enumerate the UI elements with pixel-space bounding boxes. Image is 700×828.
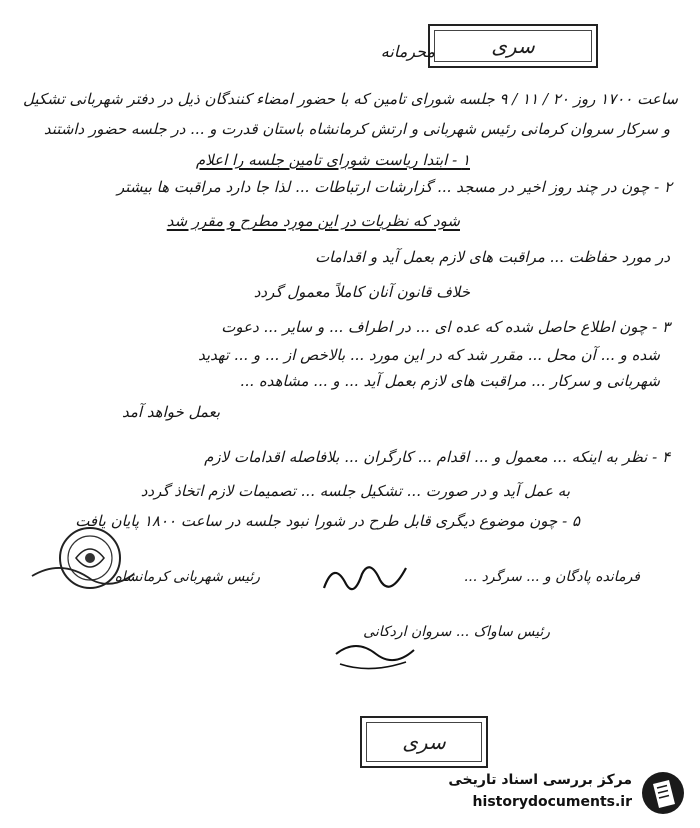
classification-stamp-top: [428, 24, 598, 68]
signature-scribble: [330, 632, 420, 672]
body-line: ۴ - نظر به اینکه ... معمول و ... اقدام ... کارگران ... بلافاصله اقدامات لازم: [204, 448, 670, 466]
classification-stamp-text: سری: [434, 30, 592, 62]
archive-logo-icon: [640, 770, 686, 816]
body-line: و سرکار سروان کرمانی رئیس شهربانی و ارتش کرمانشاه باستان قدرت و ... در جلسه حضور داشتند: [43, 120, 670, 138]
signature-scribble: [320, 558, 410, 598]
body-line: خلاف قانون آنان کاملاً معمول گردد: [253, 283, 470, 301]
body-line: شده و ... آن محل ... مقرر شد که در این مورد ... بالاخص از ... و ... تهدید: [198, 346, 660, 364]
body-line: به عمل آید و در صورت ... تشکیل جلسه ... تصمیمات لازم اتخاذ گردد: [140, 482, 570, 500]
official-seal: [28, 518, 138, 598]
archive-watermark: [420, 770, 690, 816]
signature-label-bottom: رئیس ساواک ... سروان اردکانی: [363, 624, 550, 640]
classification-stamp-text: سری: [366, 722, 482, 762]
body-line: بعمل خواهد آمد: [121, 403, 220, 421]
body-line: ۱ - ابتدا ریاست شورای تامین جلسه را اعلام: [195, 151, 470, 169]
signature-label-left: رئیس شهربانی کرمانشاه: [114, 569, 260, 585]
archive-name: مرکز بررسی اسناد تاریخی: [448, 772, 632, 788]
body-line: شهربانی و سرکار ... مراقبت های لازم بعمل آید ... و ... مشاهده ...: [239, 372, 660, 390]
body-line: شود که نظریات در این مورد مطرح و مقرر شد: [166, 212, 460, 230]
signature-label-right: فرمانده پادگان و ... سرگرد ...: [463, 569, 640, 585]
body-line: ۳ - چون اطلاع حاصل شده که عده ای ... در اطراف ... و سایر ... دعوت: [221, 318, 670, 336]
body-line: ۵ - چون موضوع دیگری قابل طرح در شورا نبود جلسه در ساعت ۱۸۰۰ پایان یافت: [75, 512, 580, 530]
classification-stamp-bottom: [360, 716, 488, 768]
body-line: ساعت ۱۷۰۰ روز ۲۰ / ۱۱ / ۹ جلسه شورای تامین که با حضور امضاء کنندگان ذیل در دفتر شهربانی تشکیل: [23, 90, 678, 108]
body-line: در مورد حفاظت ... مراقبت های لازم بعمل آید و اقدامات: [315, 248, 670, 266]
urgency-note: محرمانه: [380, 42, 435, 61]
archive-url: historydocuments.ir: [472, 794, 632, 810]
body-line: ۲ - چون در چند روز اخیر در مسجد ... گزارشات ارتباطات ... لذا جا دارد مراقبت ها بیشتر: [117, 178, 672, 196]
